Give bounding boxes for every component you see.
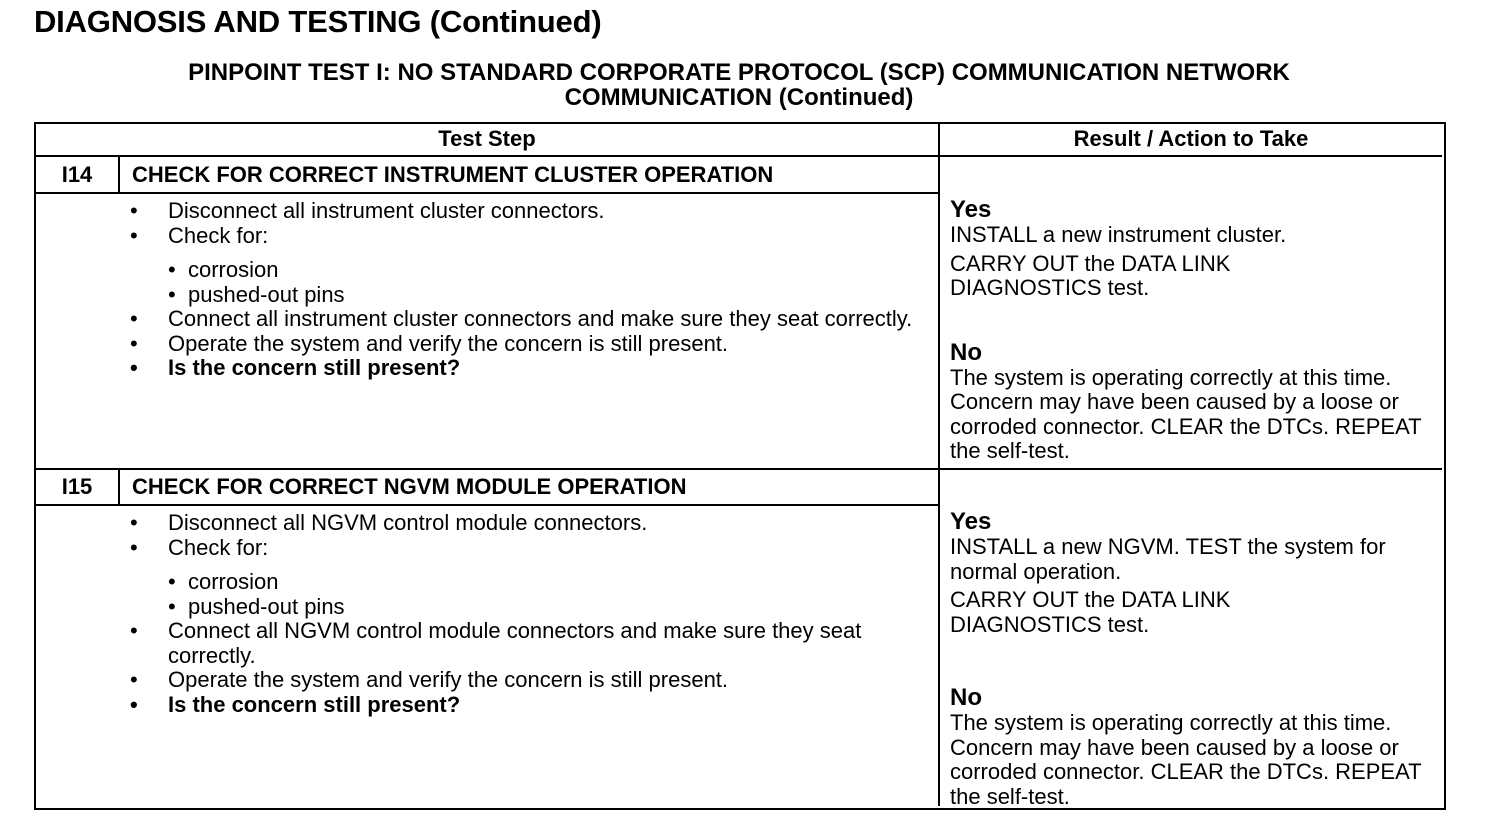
list-item: • Operate the system and verify the concern is still present. bbox=[130, 330, 729, 356]
step-i14-title-rule bbox=[36, 192, 940, 194]
yes-label: Yes bbox=[950, 196, 992, 223]
no-label: No bbox=[950, 684, 982, 711]
step-separator-rule bbox=[36, 468, 1442, 470]
yes-action: CARRY OUT the DATA LINK DIAGNOSTICS test. bbox=[950, 250, 1231, 300]
sub-list-item: • corrosion bbox=[168, 257, 279, 282]
step-i15-title: CHECK FOR CORRECT NGVM MODULE OPERATION bbox=[132, 474, 687, 499]
list-item: • Operate the system and verify the concern is still present. bbox=[130, 667, 729, 692]
step-i14-number-divider bbox=[118, 157, 120, 192]
list-item: • Connect all instrument cluster connectors and make sure they seat correctly. bbox=[130, 306, 913, 331]
header-test-step: Test Step bbox=[438, 126, 536, 151]
list-item: • Disconnect all instrument cluster connectors. bbox=[130, 198, 605, 223]
yes-label: Yes bbox=[950, 508, 992, 535]
step-i15-result bbox=[950, 509, 1440, 809]
step-i15-number: I15 bbox=[61, 474, 93, 499]
step-i14-instructions bbox=[130, 199, 920, 381]
no-action: The system is operating correctly at this time. Concern may have been caused by a loose or corroded connector. CLEAR the DTCs. REPEAT the self-test. bbox=[950, 364, 1422, 463]
test-title-line-2: COMMUNICATION (Continued) bbox=[564, 84, 914, 111]
sub-list-item: • pushed-out pins bbox=[168, 281, 345, 307]
list-item: • Check for: bbox=[130, 222, 269, 248]
column-divider bbox=[938, 124, 940, 806]
step-i15-number-divider bbox=[118, 470, 120, 504]
step-i15-title-rule bbox=[36, 504, 940, 506]
list-item: • Check for: bbox=[130, 534, 269, 560]
yes-action: INSTALL a new instrument cluster. bbox=[950, 222, 1287, 247]
sub-list-item: • corrosion bbox=[168, 569, 279, 594]
list-item: • Connect all NGVM control module connectors and make sure they seat correctly. bbox=[130, 618, 862, 668]
test-title-line-1: PINPOINT TEST I: NO STANDARD CORPORATE PROTOCOL (SCP) COMMUNICATION NETWORK bbox=[188, 59, 1290, 86]
sub-list-item: • pushed-out pins bbox=[168, 593, 345, 619]
header-result: Result / Action to Take bbox=[1073, 126, 1309, 151]
list-item: • Disconnect all NGVM control module connectors. bbox=[130, 510, 648, 535]
no-action: The system is operating correctly at this time. Concern may have been caused by a loose or corroded connector. CLEAR the DTCs. REPEAT the self-test. bbox=[950, 710, 1422, 809]
step-i15-instructions bbox=[130, 511, 920, 717]
step-i14-result bbox=[950, 197, 1440, 464]
yes-action: INSTALL a new NGVM. TEST the system for normal operation. bbox=[950, 534, 1386, 584]
section-title: DIAGNOSIS AND TESTING (Continued) bbox=[34, 4, 602, 39]
step-question: • Is the concern still present? bbox=[130, 691, 461, 717]
yes-action: CARRY OUT the DATA LINK DIAGNOSTICS test. bbox=[950, 587, 1231, 637]
step-i14-number: I14 bbox=[61, 162, 93, 187]
step-i14-title: CHECK FOR CORRECT INSTRUMENT CLUSTER OPERATION bbox=[132, 162, 774, 187]
header-rule bbox=[36, 155, 1442, 157]
no-label: No bbox=[950, 338, 982, 366]
step-question: • Is the concern still present? bbox=[130, 355, 461, 380]
